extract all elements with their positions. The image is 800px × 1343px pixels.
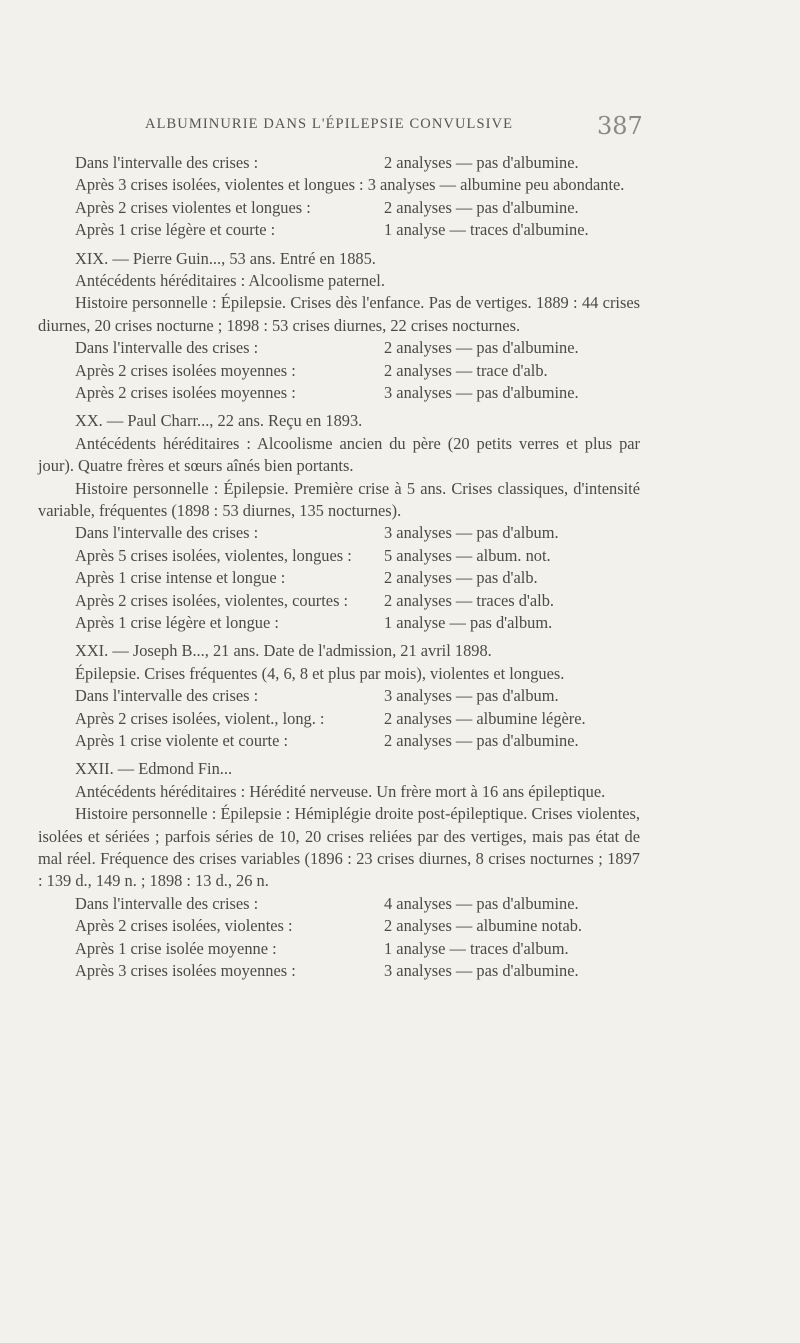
analysis-condition: Après 1 crise intense et longue : — [75, 568, 286, 588]
paragraph: Antécédents héréditaires : Hérédité nerveuse. Un frère mort à 16 ans épileptique. — [75, 781, 606, 801]
analysis-row — [38, 590, 640, 612]
paragraph: Antécédents héréditaires : Alcoolisme ancien du père (20 petits verres et plus par jour). Quatre frères et sœurs aînés bien portants. — [38, 433, 640, 476]
analysis-row — [38, 545, 640, 567]
paragraph: XIX. — Pierre Guin..., 53 ans. Entré en 1885. — [75, 248, 376, 268]
analysis-row — [38, 893, 640, 915]
analysis-row — [38, 522, 640, 544]
analysis-condition: Dans l'intervalle des crises : — [75, 338, 259, 358]
body-text — [38, 152, 640, 982]
analysis-result: 2 analyses — trace d'alb. — [384, 360, 548, 380]
analysis-row — [38, 730, 640, 752]
analysis-condition: Après 2 crises isolées, violentes, courtes : — [75, 590, 349, 610]
paragraph: XX. — Paul Charr..., 22 ans. Reçu en 1893. — [75, 411, 363, 431]
analysis-row — [38, 708, 640, 730]
analysis-row — [38, 219, 640, 241]
analysis-condition: Après 1 crise violente et courte : — [75, 730, 288, 750]
analysis-result: 4 analyses — pas d'albumine. — [384, 893, 579, 913]
analysis-condition: Dans l'intervalle des crises : — [75, 686, 259, 706]
page-number: 387 — [597, 112, 643, 140]
analysis-result: 2 analyses — pas d'albumine. — [384, 153, 579, 172]
analysis-result: 3 analyses — pas d'albumine. — [384, 382, 579, 402]
analysis-condition: Après 3 crises isolées moyennes : — [75, 960, 296, 980]
analysis-condition: Dans l'intervalle des crises : — [75, 153, 259, 172]
analysis-condition: Après 2 crises isolées moyennes : — [75, 382, 296, 402]
analysis-result: 3 analyses — pas d'album. — [384, 686, 559, 706]
analysis-result: 2 analyses — traces d'alb. — [384, 590, 554, 610]
analysis-row — [38, 685, 640, 707]
running-title: ALBUMINURIE DANS L'ÉPILEPSIE CONVULSIVE — [145, 116, 514, 132]
analysis-row — [38, 612, 640, 634]
analysis-result: 2 analyses — pas d'albumine. — [384, 338, 579, 358]
analysis-result: 5 analyses — album. not. — [384, 545, 551, 565]
analysis-result: 2 analyses — pas d'albumine. — [384, 730, 579, 750]
analysis-condition: Après 1 crise légère et courte : — [75, 220, 276, 240]
analysis-row — [38, 152, 640, 174]
analysis-row — [38, 915, 640, 937]
paragraph: Antécédents héréditaires : Alcoolisme paternel. — [75, 270, 385, 290]
analysis-condition: Après 2 crises violentes et longues : — [75, 197, 311, 217]
paragraph: Histoire personnelle : Épilepsie. Première crise à 5 ans. Crises classiques, d'intensité variable, fréquentes (1898 : 53 diurnes, 135 nocturnes). — [38, 478, 640, 520]
paragraph: Histoire personnelle : Épilepsie. Crises dès l'enfance. Pas de vertiges. 1889 : 44 crises diurnes, 20 crises nocturne ; 1898 : 53 crises diurnes, 22 crises nocturnes. — [38, 293, 640, 335]
analysis-result: 2 analyses — pas d'alb. — [384, 568, 538, 588]
analysis-row — [38, 938, 640, 960]
analysis-result: 1 analyse — traces d'albumine. — [384, 220, 589, 240]
analysis-row — [38, 960, 640, 982]
analysis-condition: Dans l'intervalle des crises : — [75, 523, 259, 543]
analysis-condition: Après 1 crise isolée moyenne : — [75, 938, 277, 958]
analysis-condition: Après 2 crises isolées moyennes : — [75, 360, 296, 380]
paragraph: Après 3 crises isolées, violentes et longues : 3 analyses — albumine peu abondante. — [75, 175, 625, 195]
analysis-row — [38, 382, 640, 404]
analysis-row — [38, 197, 640, 219]
paragraph: XXI. — Joseph B..., 21 ans. Date de l'admission, 21 avril 1898. — [75, 641, 492, 661]
analysis-condition: Après 1 crise légère et longue : — [75, 612, 279, 632]
paragraph: XXII. — Edmond Fin... — [75, 759, 233, 779]
analysis-result: 2 analyses — albumine légère. — [384, 708, 586, 728]
analysis-result: 2 analyses — albumine notab. — [384, 916, 583, 936]
analysis-row — [38, 337, 640, 359]
analysis-result: 2 analyses — pas d'albumine. — [384, 197, 579, 217]
paragraph: Histoire personnelle : Épilepsie : Hémiplégie droite post-épileptique. Crises violentes, isolées et sériées ; parfois séries de 10, 20 crises reliées par des vertiges, mais pas état de mal réel. Fréquence des crises variables (1896 : 23 crises diurnes, 8 crises nocturnes ; 1897 : 139 d., 149 n. ; 1898 : 13 d., 26 n. — [38, 804, 640, 891]
analysis-row — [38, 360, 640, 382]
analysis-condition: Après 2 crises isolées, violent., long. : — [75, 708, 325, 728]
analysis-row — [38, 567, 640, 589]
analysis-result: 3 analyses — pas d'album. — [384, 523, 559, 543]
paragraph: Épilepsie. Crises fréquentes (4, 6, 8 et plus par mois), violentes et longues. — [75, 663, 565, 683]
analysis-condition: Après 2 crises isolées, violentes : — [75, 916, 293, 936]
analysis-result: 1 analyse — pas d'album. — [384, 612, 553, 632]
analysis-condition: Après 5 crises isolées, violentes, longues : — [75, 545, 352, 565]
page-header — [0, 112, 800, 142]
analysis-result: 3 analyses — pas d'albumine. — [384, 960, 579, 980]
analysis-condition: Dans l'intervalle des crises : — [75, 893, 259, 913]
analysis-result: 1 analyse — traces d'album. — [384, 938, 569, 958]
